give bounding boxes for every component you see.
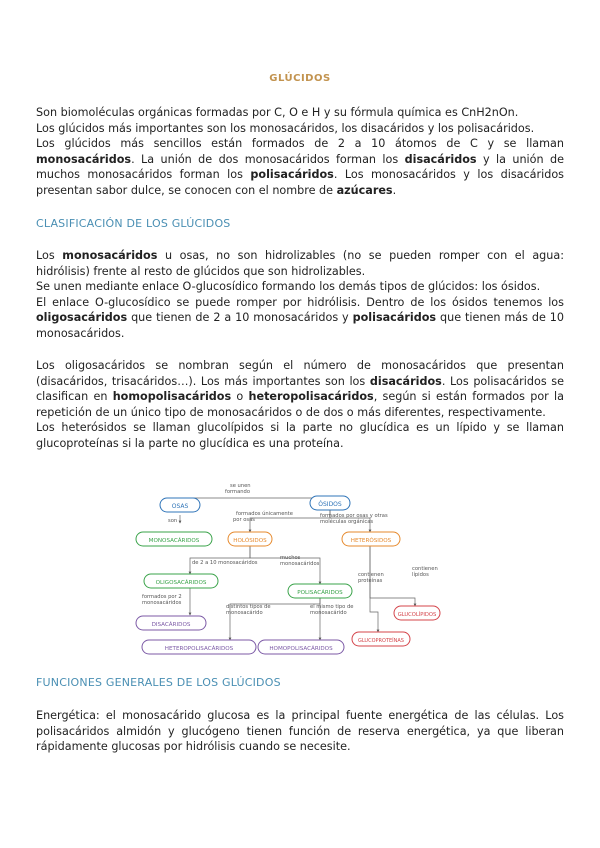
funciones-paragraph bbox=[36, 708, 564, 755]
node-glucolipidos bbox=[394, 606, 440, 620]
node-disacaridos bbox=[136, 616, 206, 630]
svg-text:ÓSIDOS: ÓSIDOS bbox=[318, 501, 342, 508]
svg-text:HETERÓSIDOS: HETERÓSIDOS bbox=[350, 538, 392, 544]
label-contienen-proteinas: contienen bbox=[358, 572, 384, 578]
label-distintos: distintos tipos de bbox=[226, 604, 271, 610]
node-osidos bbox=[310, 496, 350, 510]
label-monosacaridos-muchos: monosacáridos bbox=[280, 561, 320, 567]
node-holosidos bbox=[228, 532, 272, 546]
clasificacion-line-4: Los oligosacáridos se nombran según el número de monosacáridos que presentan (disacáridos, trisacáridos…). Los más importantes son los disacáridos. Los polisacáridos se clasifican en homopolisacáridos o heteropolisacáridos, según si están formados por la repetición de un único tipo de monosacáridos o de dos o más diferentes, respectivamente. bbox=[36, 359, 564, 419]
section-heading-clasificacion: CLASIFICACIÓN DE LOS GLÚCIDOS bbox=[36, 217, 231, 230]
node-glucoproteinas bbox=[352, 632, 410, 646]
node-heterosidos bbox=[342, 532, 400, 546]
svg-text:OSAS: OSAS bbox=[171, 503, 189, 510]
label-formando: formando bbox=[225, 489, 251, 495]
svg-text:DISACÁRIDOS: DISACÁRIDOS bbox=[151, 622, 191, 628]
label-formados-unicamente: formados únicamente bbox=[236, 511, 293, 517]
funciones-line-1: Energética: el monosacárido glucosa es la principal fuente energética de las células. Los polisacáridos almidón y glucógeno tienen función de reserva energética, ya que liberan rápidamente glucosas por hidrólisis cuando se necesite. bbox=[36, 709, 564, 754]
clasificacion-paragraph-2 bbox=[36, 358, 564, 452]
svg-text:GLUCOLÍPIDOS: GLUCOLÍPIDOS bbox=[397, 612, 437, 618]
svg-text:GLUCOPROTEÍNAS: GLUCOPROTEÍNAS bbox=[358, 638, 404, 644]
clasificacion-line-2: Se unen mediante enlace O-glucosídico formando los demás tipos de glúcidos: los ósidos. bbox=[36, 280, 541, 294]
svg-text:HETEROPOLISACÁRIDOS: HETEROPOLISACÁRIDOS bbox=[164, 646, 234, 652]
label-de-2-10: de 2 a 10 monosacáridos bbox=[192, 560, 258, 566]
label-son: son bbox=[168, 518, 178, 524]
clasificacion-paragraph-1 bbox=[36, 248, 564, 342]
label-mismo-monosacarido: monosacárido bbox=[310, 610, 347, 616]
label-formados-osas-otras: formados por osas y otras bbox=[320, 513, 388, 519]
clasificacion-line-5: Los heterósidos se llaman glucolípidos si la parte no glucídica es un lípido y se llaman glucoproteínas si la parte no glucídica es una proteína. bbox=[36, 421, 564, 450]
clasificacion-line-3: El enlace O-glucosídico se puede romper por hidrólisis. Dentro de los ósidos tenemos los oligosacáridos que tienen de 2 a 10 monosacáridos y polisacáridos que tienen más de 10 monosacáridos. bbox=[36, 295, 564, 340]
svg-text:HOLÓSIDOS: HOLÓSIDOS bbox=[233, 538, 267, 544]
label-moleculas-organicas: moléculas orgánicas bbox=[320, 519, 374, 525]
page-title: GLÚCIDOS bbox=[269, 73, 331, 84]
node-heteropolisacaridos bbox=[142, 640, 256, 654]
node-monosacaridos bbox=[136, 532, 212, 546]
intro-line-1: Son biomoléculas orgánicas formadas por C, O e H y su fórmula química es CnH2nOn. bbox=[36, 106, 519, 119]
label-se-unen: se unen bbox=[230, 483, 251, 489]
label-contienen-lipidos: contienen bbox=[412, 566, 438, 572]
label-muchos: muchos bbox=[280, 555, 301, 561]
glucidos-concept-map bbox=[130, 480, 470, 660]
label-distintos-monosacarido: monosacárido bbox=[226, 610, 263, 616]
svg-text:OLIGOSACÁRIDOS: OLIGOSACÁRIDOS bbox=[155, 580, 207, 586]
intro-line-3: Los glúcidos más sencillos están formados de 2 a 10 átomos de C y se llaman monosacáridos. La unión de dos monosacáridos forman los disacáridos y la unión de muchos monosacáridos forman los polisacáridos. Los monosacáridos y los disacáridos presentan sabor dulce, se conocen con el nombre de azúcares. bbox=[36, 137, 564, 197]
label-por-osas: por osas bbox=[233, 517, 256, 523]
node-polisacaridos bbox=[288, 584, 352, 598]
node-osas bbox=[160, 498, 200, 512]
label-monosacaridos-2: monosacáridos bbox=[142, 600, 182, 606]
node-oligosacaridos bbox=[144, 574, 218, 588]
intro-paragraph bbox=[36, 105, 564, 199]
label-formados-por-2: formados por 2 bbox=[142, 594, 182, 600]
label-proteinas: proteínas bbox=[358, 578, 383, 584]
intro-line-2: Los glúcidos más importantes son los monosacáridos, los disacáridos y los polisacáridos. bbox=[36, 121, 535, 135]
label-mismo: el mismo tipo de bbox=[310, 604, 354, 610]
label-lipidos: lípidos bbox=[412, 572, 429, 578]
svg-text:HOMOPOLISACÁRIDOS: HOMOPOLISACÁRIDOS bbox=[269, 646, 333, 652]
svg-text:POLISACÁRIDOS: POLISACÁRIDOS bbox=[297, 590, 343, 596]
node-homopolisacaridos bbox=[258, 640, 344, 654]
svg-text:MONOSACÁRIDOS: MONOSACÁRIDOS bbox=[148, 538, 200, 544]
clasificacion-line-1: Los monosacáridos u osas, no son hidrolizables (no se pueden romper con el agua: hidrólisis) frente al resto de glúcidos que son hidrolizables. bbox=[36, 249, 564, 278]
section-heading-funciones: FUNCIONES GENERALES DE LOS GLÚCIDOS bbox=[36, 676, 281, 689]
